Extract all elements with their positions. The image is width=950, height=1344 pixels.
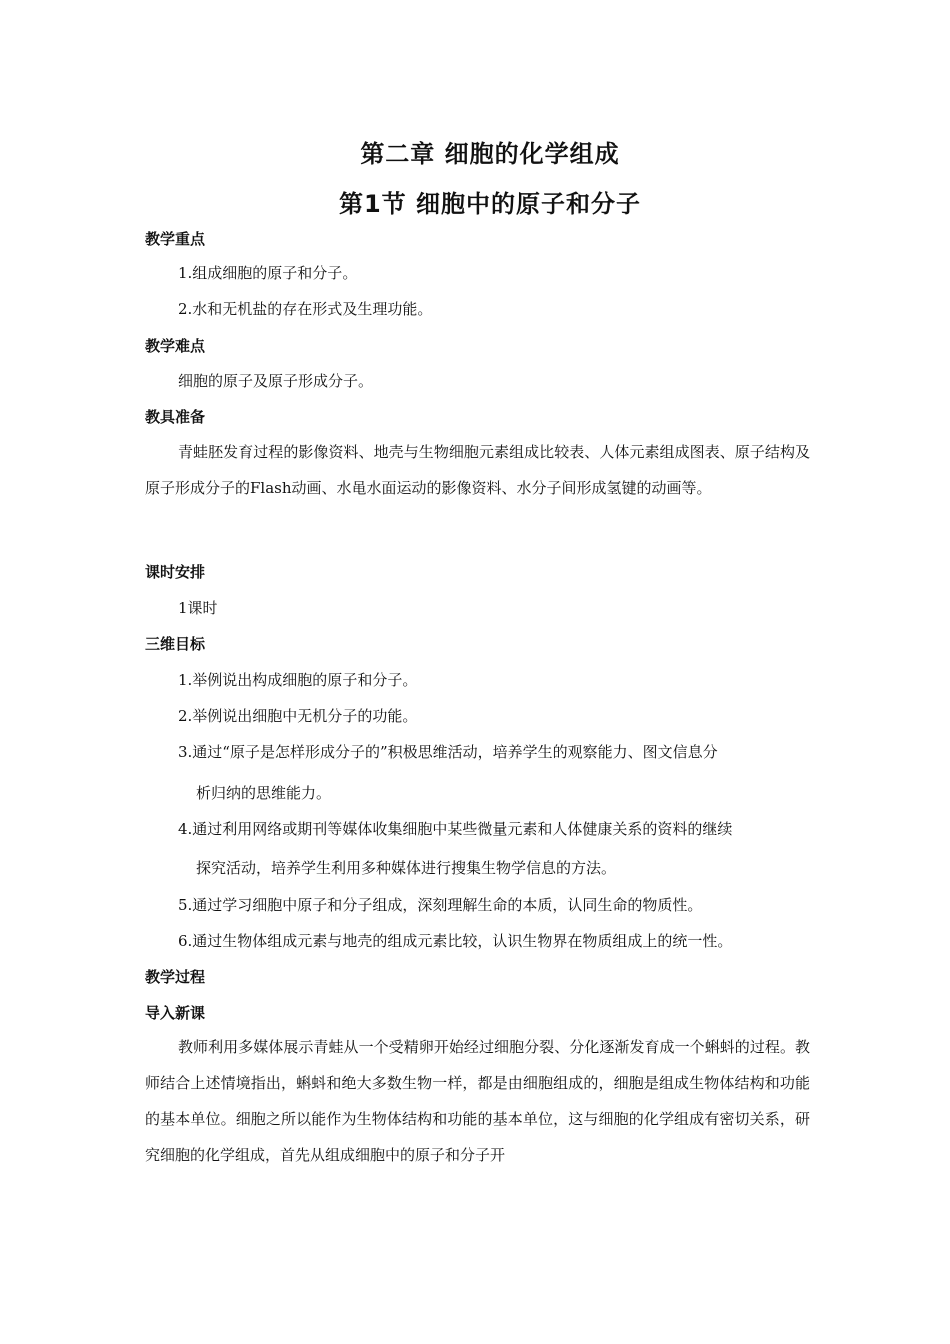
schedule-heading: 课时安排 bbox=[145, 563, 206, 581]
key-point-item: 2.水和无机盐的存在形式及生理功能。 bbox=[178, 300, 433, 318]
objective-item: 1.举例说出构成细胞的原子和分子。 bbox=[178, 671, 418, 689]
objective-item: 6.通过生物体组成元素与地壳的组成元素比较，认识生物界在物质组成上的统一性。 bbox=[178, 932, 733, 950]
section-title: 第1节 细胞中的原子和分子 bbox=[338, 190, 642, 218]
materials-heading: 教具准备 bbox=[145, 408, 206, 426]
objective-item-continued: 析归纳的思维能力。 bbox=[196, 784, 332, 802]
process-heading: 教学过程 bbox=[145, 968, 206, 986]
difficulties-heading: 教学难点 bbox=[145, 337, 206, 355]
objective-item: 2.举例说出细胞中无机分子的功能。 bbox=[178, 707, 418, 725]
intro-subheading: 导入新课 bbox=[145, 1004, 206, 1022]
key-points-heading: 教学重点 bbox=[145, 230, 206, 248]
schedule-text: 1课时 bbox=[178, 599, 218, 617]
objective-item: 5.通过学习细胞中原子和分子组成，深刻理解生命的本质，认同生命的物质性。 bbox=[178, 896, 703, 914]
materials-text: 青蛙胚发育过程的影像资料、地壳与生物细胞元素组成比较表、人体元素组成图表、原子结构及原子形成分子的Flash动画、水黾水面运动的影像资料、水分子间形成氢键的动画等。 bbox=[145, 443, 810, 497]
objectives-heading: 三维目标 bbox=[145, 635, 206, 653]
objective-item-continued: 探究活动，培养学生利用多种媒体进行搜集生物学信息的方法。 bbox=[196, 859, 617, 877]
objective-item: 3.通过“原子是怎样形成分子的”积极思维活动，培养学生的观察能力、图文信息分 bbox=[178, 743, 718, 761]
chapter-title: 第二章 细胞的化学组成 bbox=[360, 140, 620, 168]
key-point-item: 1.组成细胞的原子和分子。 bbox=[178, 264, 358, 282]
difficulties-text: 细胞的原子及原子形成分子。 bbox=[178, 372, 374, 390]
intro-text: 教师利用多媒体展示青蛙从一个受精卵开始经过细胞分裂、分化逐渐发育成一个蝌蚪的过程。教师结合上述情境指出，蝌蚪和绝大多数生物一样，都是由细胞组成的，细胞是组成生物体结构和功能的基本单位。细胞之所以能作为生物体结构和功能的基本单位，这与细胞的化学组成有密切关系，研究细胞的化学组成，首先从组成细胞中的原子和分子开 bbox=[145, 1038, 810, 1164]
objective-item: 4.通过利用网络或期刊等媒体收集细胞中某些微量元素和人体健康关系的资料的继续 bbox=[178, 820, 733, 838]
